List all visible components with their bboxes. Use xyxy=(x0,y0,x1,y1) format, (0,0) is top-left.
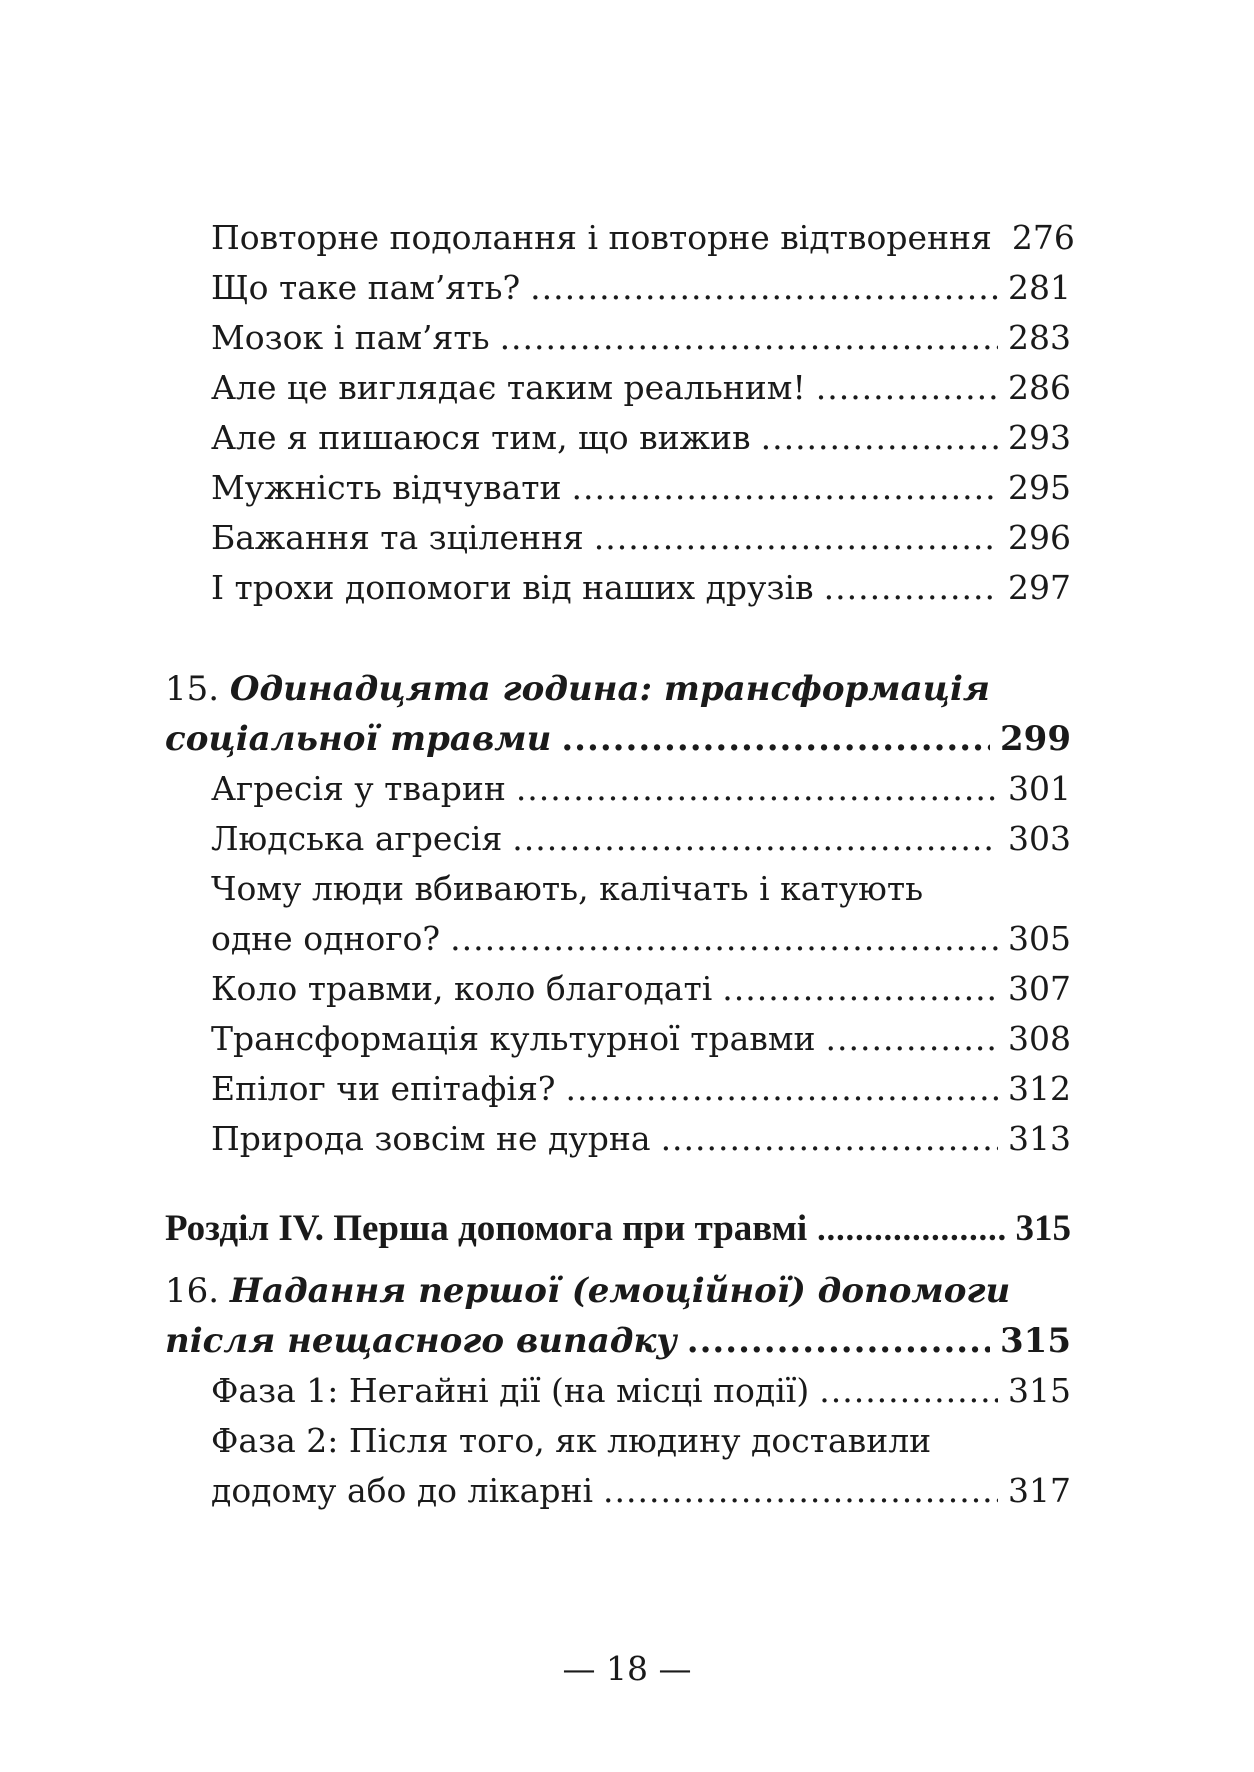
toc-entry-title: Трансформація культурної травми xyxy=(211,1019,816,1058)
toc-entry-title: Повторне подолання і повторне відтворення xyxy=(211,218,992,257)
chapter-heading-line xyxy=(165,1316,1071,1366)
toc-entry-page: 296 xyxy=(1008,518,1071,557)
section-page: 315 xyxy=(1015,1208,1071,1249)
toc-entry-page: 305 xyxy=(1008,919,1071,958)
chapter-heading-line xyxy=(165,1266,1071,1316)
dot-leader xyxy=(565,1064,998,1114)
toc-entry xyxy=(165,513,1071,563)
toc-entry-page: 317 xyxy=(1008,1471,1071,1510)
toc-entry xyxy=(165,1466,1071,1516)
chapter-number: 16. xyxy=(165,1271,230,1311)
dot-leader xyxy=(594,513,998,563)
spacer xyxy=(165,613,1071,664)
chapter-number: 15. xyxy=(165,669,230,709)
chapter-title: Одинадцята година: трансформація xyxy=(229,669,990,709)
toc-entry xyxy=(165,413,1071,463)
toc-entry-page: 276 xyxy=(1011,218,1075,257)
chapter-page: 299 xyxy=(1000,719,1071,759)
toc-entry xyxy=(165,463,1071,513)
toc-entry-title: Агресія у тварин xyxy=(211,769,506,808)
toc-entry-page: 301 xyxy=(1008,769,1071,808)
toc-entry xyxy=(165,213,1075,263)
toc-entry-page: 312 xyxy=(1008,1069,1071,1108)
dot-leader xyxy=(687,1316,990,1366)
toc-entry-title: І трохи допомоги від наших друзів xyxy=(211,568,814,607)
dot-leader xyxy=(516,764,998,814)
dot-leader xyxy=(722,964,998,1014)
toc-entry-page: 313 xyxy=(1008,1119,1071,1158)
toc-entry-title: Але я пишаюся тим, що вижив xyxy=(211,418,751,457)
toc-entry-page: 286 xyxy=(1008,368,1071,407)
dot-leader xyxy=(603,1466,998,1516)
dot-leader xyxy=(661,1114,998,1164)
toc-entry-page: 307 xyxy=(1008,969,1071,1008)
chapter-title: Надання першої (емоційної) допомоги xyxy=(229,1271,1011,1311)
toc-entry xyxy=(165,313,1071,363)
section-title: Розділ IV. Перша допомога при травмі xyxy=(165,1208,808,1249)
toc-entry-page: 303 xyxy=(1008,819,1071,858)
toc-entry xyxy=(165,1366,1071,1416)
toc-entry xyxy=(165,1114,1071,1164)
toc-entry-title: Фаза 2: Після того, як людину доставили xyxy=(211,1421,932,1460)
dot-leader xyxy=(824,563,998,613)
dot-leader xyxy=(450,914,998,964)
toc-entry-page: 293 xyxy=(1008,418,1071,457)
chapter-page: 315 xyxy=(1000,1321,1071,1361)
toc-entry-page: 295 xyxy=(1008,468,1071,507)
toc-entry xyxy=(165,964,1071,1014)
toc-entry xyxy=(165,563,1071,613)
toc-entry-page: 315 xyxy=(1008,1371,1071,1410)
toc-entry-title: Мужність відчувати xyxy=(211,468,562,507)
dot-leader xyxy=(817,1205,1005,1255)
dot-leader xyxy=(561,714,990,764)
toc-entry-line xyxy=(165,864,1071,914)
toc-entry-line xyxy=(165,1416,1071,1466)
section-heading xyxy=(165,1204,1071,1254)
toc-entry-title: Чому люди вбивають, калічать і катують xyxy=(211,869,924,908)
toc-entry-page: 283 xyxy=(1008,318,1071,357)
toc-entry-title: Коло травми, коло благодаті xyxy=(211,969,713,1008)
toc-entry-title: Мозок і пам’ять xyxy=(211,318,490,357)
spacer xyxy=(165,1164,1071,1204)
toc-entry-title: Що таке пам’ять? xyxy=(211,268,521,307)
toc-entry xyxy=(165,1064,1071,1114)
toc-entry-title: Бажання та зцілення xyxy=(211,518,584,557)
dot-leader xyxy=(761,413,998,463)
dot-leader xyxy=(500,313,998,363)
dot-leader xyxy=(572,463,999,513)
toc-entry xyxy=(165,914,1071,964)
toc-entry-page: 281 xyxy=(1008,268,1071,307)
dot-leader xyxy=(816,363,998,413)
dot-leader xyxy=(826,1014,998,1064)
chapter-title-continued: соціальної травми xyxy=(165,719,552,759)
spacer xyxy=(165,1254,1071,1266)
page-number: — 18 — xyxy=(562,1649,692,1688)
chapter-heading-line xyxy=(165,714,1071,764)
toc-entry-title: Фаза 1: Негайні дії (на місці події) xyxy=(211,1371,810,1410)
toc-entry-page: 297 xyxy=(1008,568,1071,607)
toc-entry-title-continued: одне одного? xyxy=(211,919,441,958)
toc-entry xyxy=(165,814,1071,864)
dot-leader xyxy=(530,263,998,313)
toc-entry xyxy=(165,764,1071,814)
toc-entry-title-continued: додому або до лікарні xyxy=(211,1471,594,1510)
chapter-heading-line xyxy=(165,664,1071,714)
toc-entry-page: 308 xyxy=(1008,1019,1071,1058)
toc-entry-title: Людська агресія xyxy=(211,819,503,858)
toc-entry-title: Природа зовсім не дурна xyxy=(211,1119,651,1158)
toc-entry xyxy=(165,263,1071,313)
toc-entry-title: Епілог чи епітафія? xyxy=(211,1069,556,1108)
toc-entry xyxy=(165,363,1071,413)
chapter-title-continued: після нещасного випадку xyxy=(165,1321,677,1361)
toc-entry xyxy=(165,1014,1071,1064)
dot-leader xyxy=(512,814,998,864)
toc-entry-title: Але це виглядає таким реальним! xyxy=(211,368,806,407)
table-of-contents xyxy=(165,213,1075,1516)
dot-leader xyxy=(819,1366,998,1416)
